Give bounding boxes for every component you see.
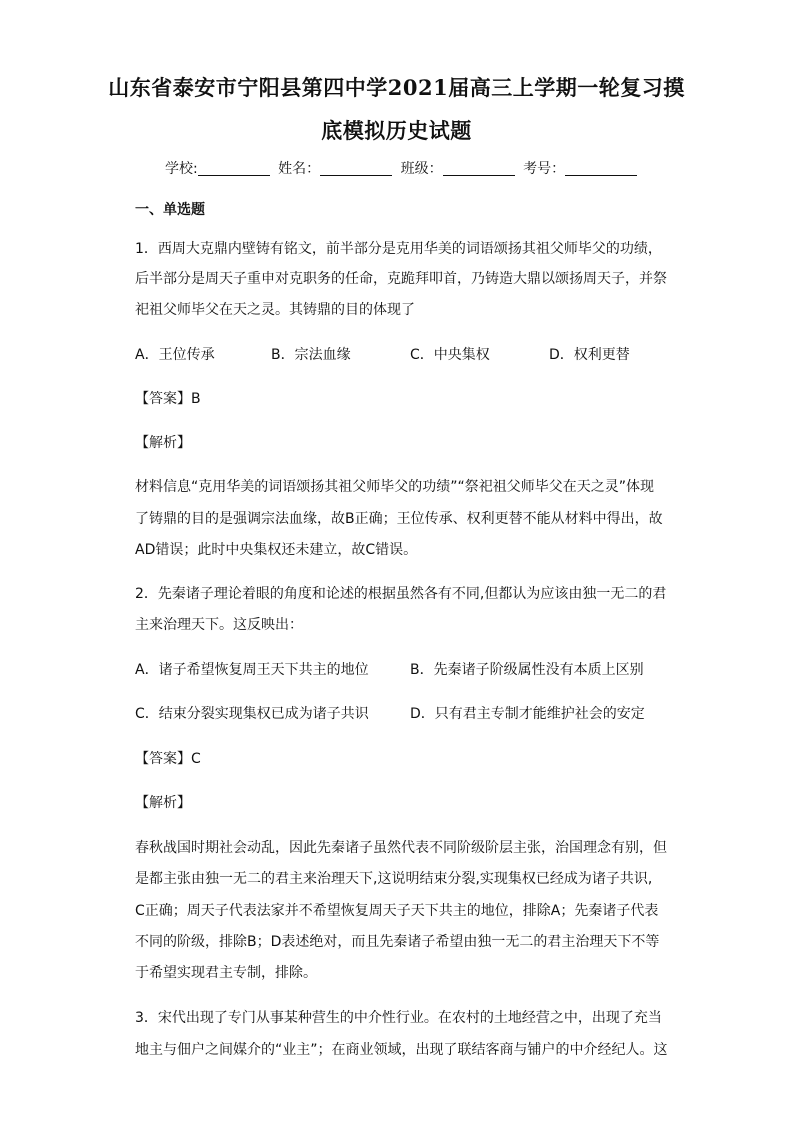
q2-line-1: 2．先秦诸子理论着眼的角度和论述的根据虽然各有不同,但都认为应该由独一无二的君 — [135, 586, 667, 602]
q2-option-b: B．先秦诸子阶级属性没有本质上区别 — [410, 662, 644, 678]
student-info-row — [165, 158, 641, 178]
class-blank[interactable] — [443, 161, 515, 176]
q1-line-2: 后半部分是周天子重申对克职务的任命，克跪拜叩首，乃铸造大鼎以颂扬周天子，并祭 — [135, 271, 667, 287]
q2-analysis-line-3: C正确；周天子代表法家并不希望恢复周天子天下共主的地位，排除A；先秦诸子代表 — [135, 903, 659, 919]
q1-analysis-line-1: 材料信息“克用华美的词语颂扬其祖父师毕父的功绩”“祭祀祖父师毕父在天之灵”体现 — [135, 479, 655, 495]
q2-analysis-line-4: 不同的阶级，排除B；D表述绝对，而且先秦诸子希望由独一无二的君主治理天下不等 — [135, 934, 660, 950]
q1-option-a: A．王位传承 — [135, 347, 215, 363]
q1-analysis-line-3: AD错误；此时中央集权还未建立，故C错误。 — [135, 542, 418, 558]
title-line-2: 底模拟历史试题 — [321, 118, 472, 143]
number-blank[interactable] — [565, 161, 637, 176]
school-blank[interactable] — [198, 161, 270, 176]
q1-analysis-line-2: 了铸鼎的目的是强调宗法血缘，故B正确；王位传承、权利更替不能从材料中得出，故 — [135, 511, 663, 527]
q1-analysis-label: 【解析】 — [135, 435, 191, 451]
q1-option-c: C．中央集权 — [410, 347, 490, 363]
q3-line-1: 3．宋代出现了专门从事某种营生的中介性行业。在农村的土地经营之中，出现了充当 — [135, 1010, 662, 1026]
q2-option-c: C．结束分裂实现集权已成为诸子共识 — [135, 706, 369, 722]
name-label: 姓名： — [278, 161, 321, 177]
q2-analysis-line-5: 于希望实现君主专制，排除。 — [135, 965, 317, 981]
section-heading: 一、单选题 — [135, 202, 205, 218]
title-line-1: 山东省泰安市宁阳县第四中学2021届高三上学期一轮复习摸 — [108, 75, 685, 100]
q2-answer: 【答案】C — [135, 751, 201, 767]
q2-analysis-line-2: 是都主张由独一无二的君主来治理天下,这说明结束分裂,实现集权已经成为诸子共识, — [135, 871, 653, 887]
q1-answer: 【答案】B — [135, 391, 201, 407]
q2-line-2: 主来治理天下。这反映出： — [135, 617, 303, 633]
class-label: 班级： — [400, 161, 443, 177]
q2-option-d: D．只有君主专制才能维护社会的安定 — [410, 706, 645, 722]
school-label: 学校: — [165, 161, 198, 177]
q1-option-d: D．权利更替 — [549, 347, 630, 363]
q3-line-2: 地主与佃户之间媒介的“业主”；在商业领域，出现了联结客商与铺户的中介经纪人。这 — [135, 1042, 668, 1058]
q2-analysis-label: 【解析】 — [135, 795, 191, 811]
q1-line-3: 祀祖父师毕父在天之灵。其铸鼎的目的体现了 — [135, 302, 415, 318]
q1-line-1: 1．西周大克鼎内壁铸有铭文，前半部分是克用华美的词语颂扬其祖父师毕父的功绩， — [135, 241, 662, 257]
number-label: 考号： — [523, 161, 566, 177]
name-blank[interactable] — [320, 161, 392, 176]
q1-option-b: B．宗法血缘 — [271, 347, 351, 363]
q2-analysis-line-1: 春秋战国时期社会动乱，因此先秦诸子虽然代表不同阶级阶层主张，治国理念有别，但 — [135, 840, 667, 856]
q2-option-a: A．诸子希望恢复周王天下共主的地位 — [135, 662, 369, 678]
